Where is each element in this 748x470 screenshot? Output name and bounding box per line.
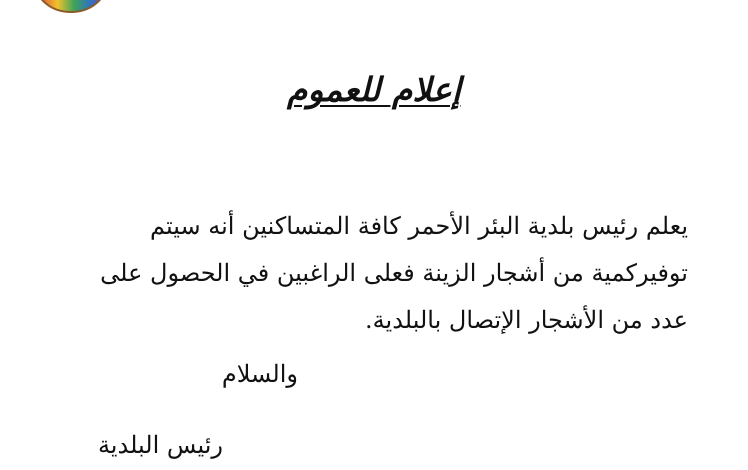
body-line-1: يعلم رئيس بلدية البئر الأحمر كافة المتساكنين أنه سيتم xyxy=(150,212,688,240)
signature-title: رئيس البلدية xyxy=(97,431,223,459)
body-line-3: عدد من الأشجار الإتصال بالبلدية. xyxy=(365,306,688,334)
logo-emblem-icon xyxy=(34,0,108,14)
closing-greeting: والسلام xyxy=(221,360,298,388)
municipality-logo xyxy=(34,0,108,14)
notice-body xyxy=(68,203,688,344)
body-line-2: توفيركمية من أشجار الزينة فعلى الراغبين في الحصول على xyxy=(100,259,688,287)
notice-title: إعلام للعموم xyxy=(287,70,461,109)
